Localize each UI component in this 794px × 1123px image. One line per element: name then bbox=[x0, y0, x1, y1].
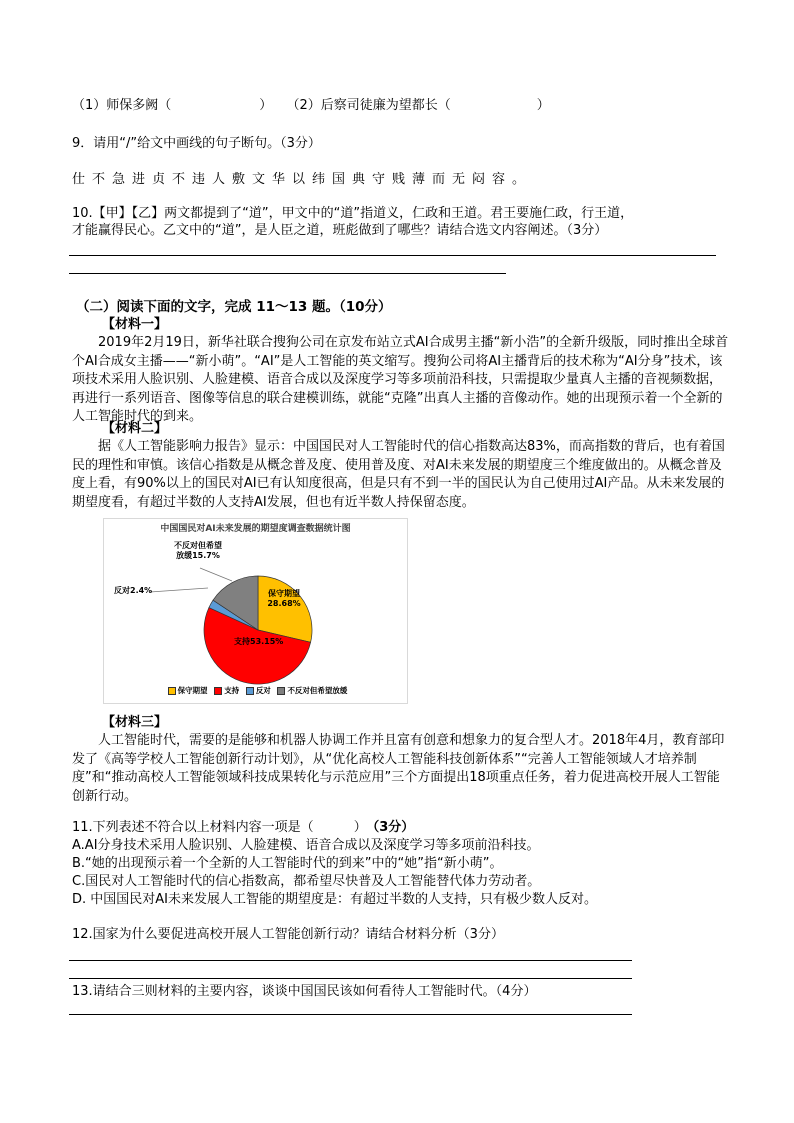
pie-graphic bbox=[104, 519, 407, 703]
material1-text: 2019年2月19日，新华社联合搜狗公司在京发布站立式AI合成男主播“新小浩”的全新升级版，同时推出全球首个AI合成女主播——“新小萌”。“AI”是人工智能的英文缩写。搜狗公司将AI主播背后的技术称为“AI分身”技术，该项技术采用人脸识别、人脸建模、语音合成以及深度学习等多项前沿科技，只需提取少量真人主播的音视频数据，再进行一系列语音、图像等信息的联合建模训练，就能“克隆”出真人主播的音像动作。她的出现预示着一个全新的人工智能时代的到来。 bbox=[72, 335, 729, 424]
section-heading: （二）阅读下面的文字，完成 11～13 题。（10分） bbox=[76, 299, 392, 315]
q8-item2-close: ） bbox=[536, 98, 550, 113]
q9-sentence: 仕不急进贞不违人敷文华以纬国典守贱薄而无闷容。 bbox=[72, 172, 533, 187]
material2-title: 【材料二】 bbox=[102, 421, 168, 436]
chart-legend: 保守期望 支持 反对 不反对但希望放缓 bbox=[104, 685, 407, 696]
label-oppose: 反对2.4% bbox=[114, 586, 153, 595]
q10-line2: 才能赢得民心。乙文中的“道”，是人臣之道，班彪做到了哪些？请结合选文内容阐述。（3分） bbox=[72, 223, 608, 238]
label-support: 支持53.15% bbox=[234, 637, 284, 646]
material3-title: 【材料三】 bbox=[102, 715, 168, 730]
q9-prompt: 9．请用“/”给文中画线的句子断句。（3分） bbox=[72, 136, 321, 151]
pie-chart bbox=[103, 518, 408, 704]
q11-option-c: C.国民对人工智能时代的信心指数高，都希望尽快普及人工智能替代体力劳动者。 bbox=[72, 874, 541, 889]
q12-answer-line-2[interactable] bbox=[69, 978, 632, 979]
q10-line1: 10.【甲】【乙】两文都提到了“道”，甲文中的“道”指道义，仁政和王道。君王要施仁政，行王道， bbox=[72, 206, 634, 221]
q8-item1-close: ） bbox=[259, 98, 273, 113]
q11-option-a: A.AI分身技术采用人脸识别、人脸建模、语音合成以及深度学习等多项前沿科技。 bbox=[72, 838, 540, 853]
q10-answer-line-1[interactable] bbox=[69, 255, 716, 256]
q8-items bbox=[72, 97, 550, 115]
q11-option-b: B.“她的出现预示着一个全新的人工智能时代的到来”中的“她”指“新小萌”。 bbox=[72, 856, 503, 871]
legend-swatch-conservative bbox=[168, 687, 176, 695]
q13-answer-line[interactable] bbox=[69, 1014, 632, 1015]
q11-option-d: D. 中国国民对AI未来发展人工智能的期望度是：有超过半数的人支持，只有极少数人反对。 bbox=[72, 892, 598, 907]
material3-text: 人工智能时代，需要的是能够和机器人协调工作并且富有创意和想象力的复合型人才。2018年4月，教育部印发了《高等学校人工智能创新行动计划》，从“优化高校人工智能科技创新体系”“完善人工智能领域人才培养制度”和“推动高校人工智能领域科技成果转化与示范应用”三个方面提出18项重点任务，着力促进高校开展人工智能创新行动。 bbox=[72, 733, 725, 804]
q10-answer-line-2[interactable] bbox=[69, 273, 506, 274]
q12-prompt: 12.国家为什么要促进高校开展人工智能创新行动？请结合材料分析（3分） bbox=[72, 927, 504, 942]
q11-prompt: 11.下列表述不符合以上材料内容一项是（ ） （3分） bbox=[72, 820, 415, 835]
q8-item1-label: （1）师保多阙（ bbox=[72, 98, 172, 113]
material2-text: 据《人工智能影响力报告》显示：中国国民对人工智能时代的信心指数高达83%，而高指数的背后，也有着国民的理性和审慎。该信心指数是从概念普及度、使用普及度、对AI未来发展的期望度三个维度做出的。从概念普及度上看，有90%以上的国民对AI已有认知度很高，但是只有不到一半的国民认为自己使用过AI产品。从未来发展的期望度看，有超过半数的人支持AI发展，但也有近半数人持保留态度。 bbox=[72, 439, 725, 510]
q12-answer-line-1[interactable] bbox=[69, 960, 632, 961]
q13-prompt: 13.请结合三则材料的主要内容，谈谈中国国民该如何看待人工智能时代。（4分） bbox=[72, 984, 537, 999]
legend-swatch-slow-down bbox=[277, 687, 285, 695]
q8-item2-label: （2）后察司徒廉为望都长（ bbox=[286, 98, 451, 113]
chart-title: 中国国民对AI未来发展的期望度调查数据统计图 bbox=[160, 524, 351, 534]
label-conservative: 保守期望 28.68% bbox=[267, 589, 301, 608]
legend-swatch-support bbox=[214, 687, 222, 695]
material1-title: 【材料一】 bbox=[102, 317, 168, 332]
legend-swatch-oppose bbox=[246, 687, 254, 695]
label-slow-down: 不反对但希望 放缓15.7% bbox=[174, 541, 222, 560]
